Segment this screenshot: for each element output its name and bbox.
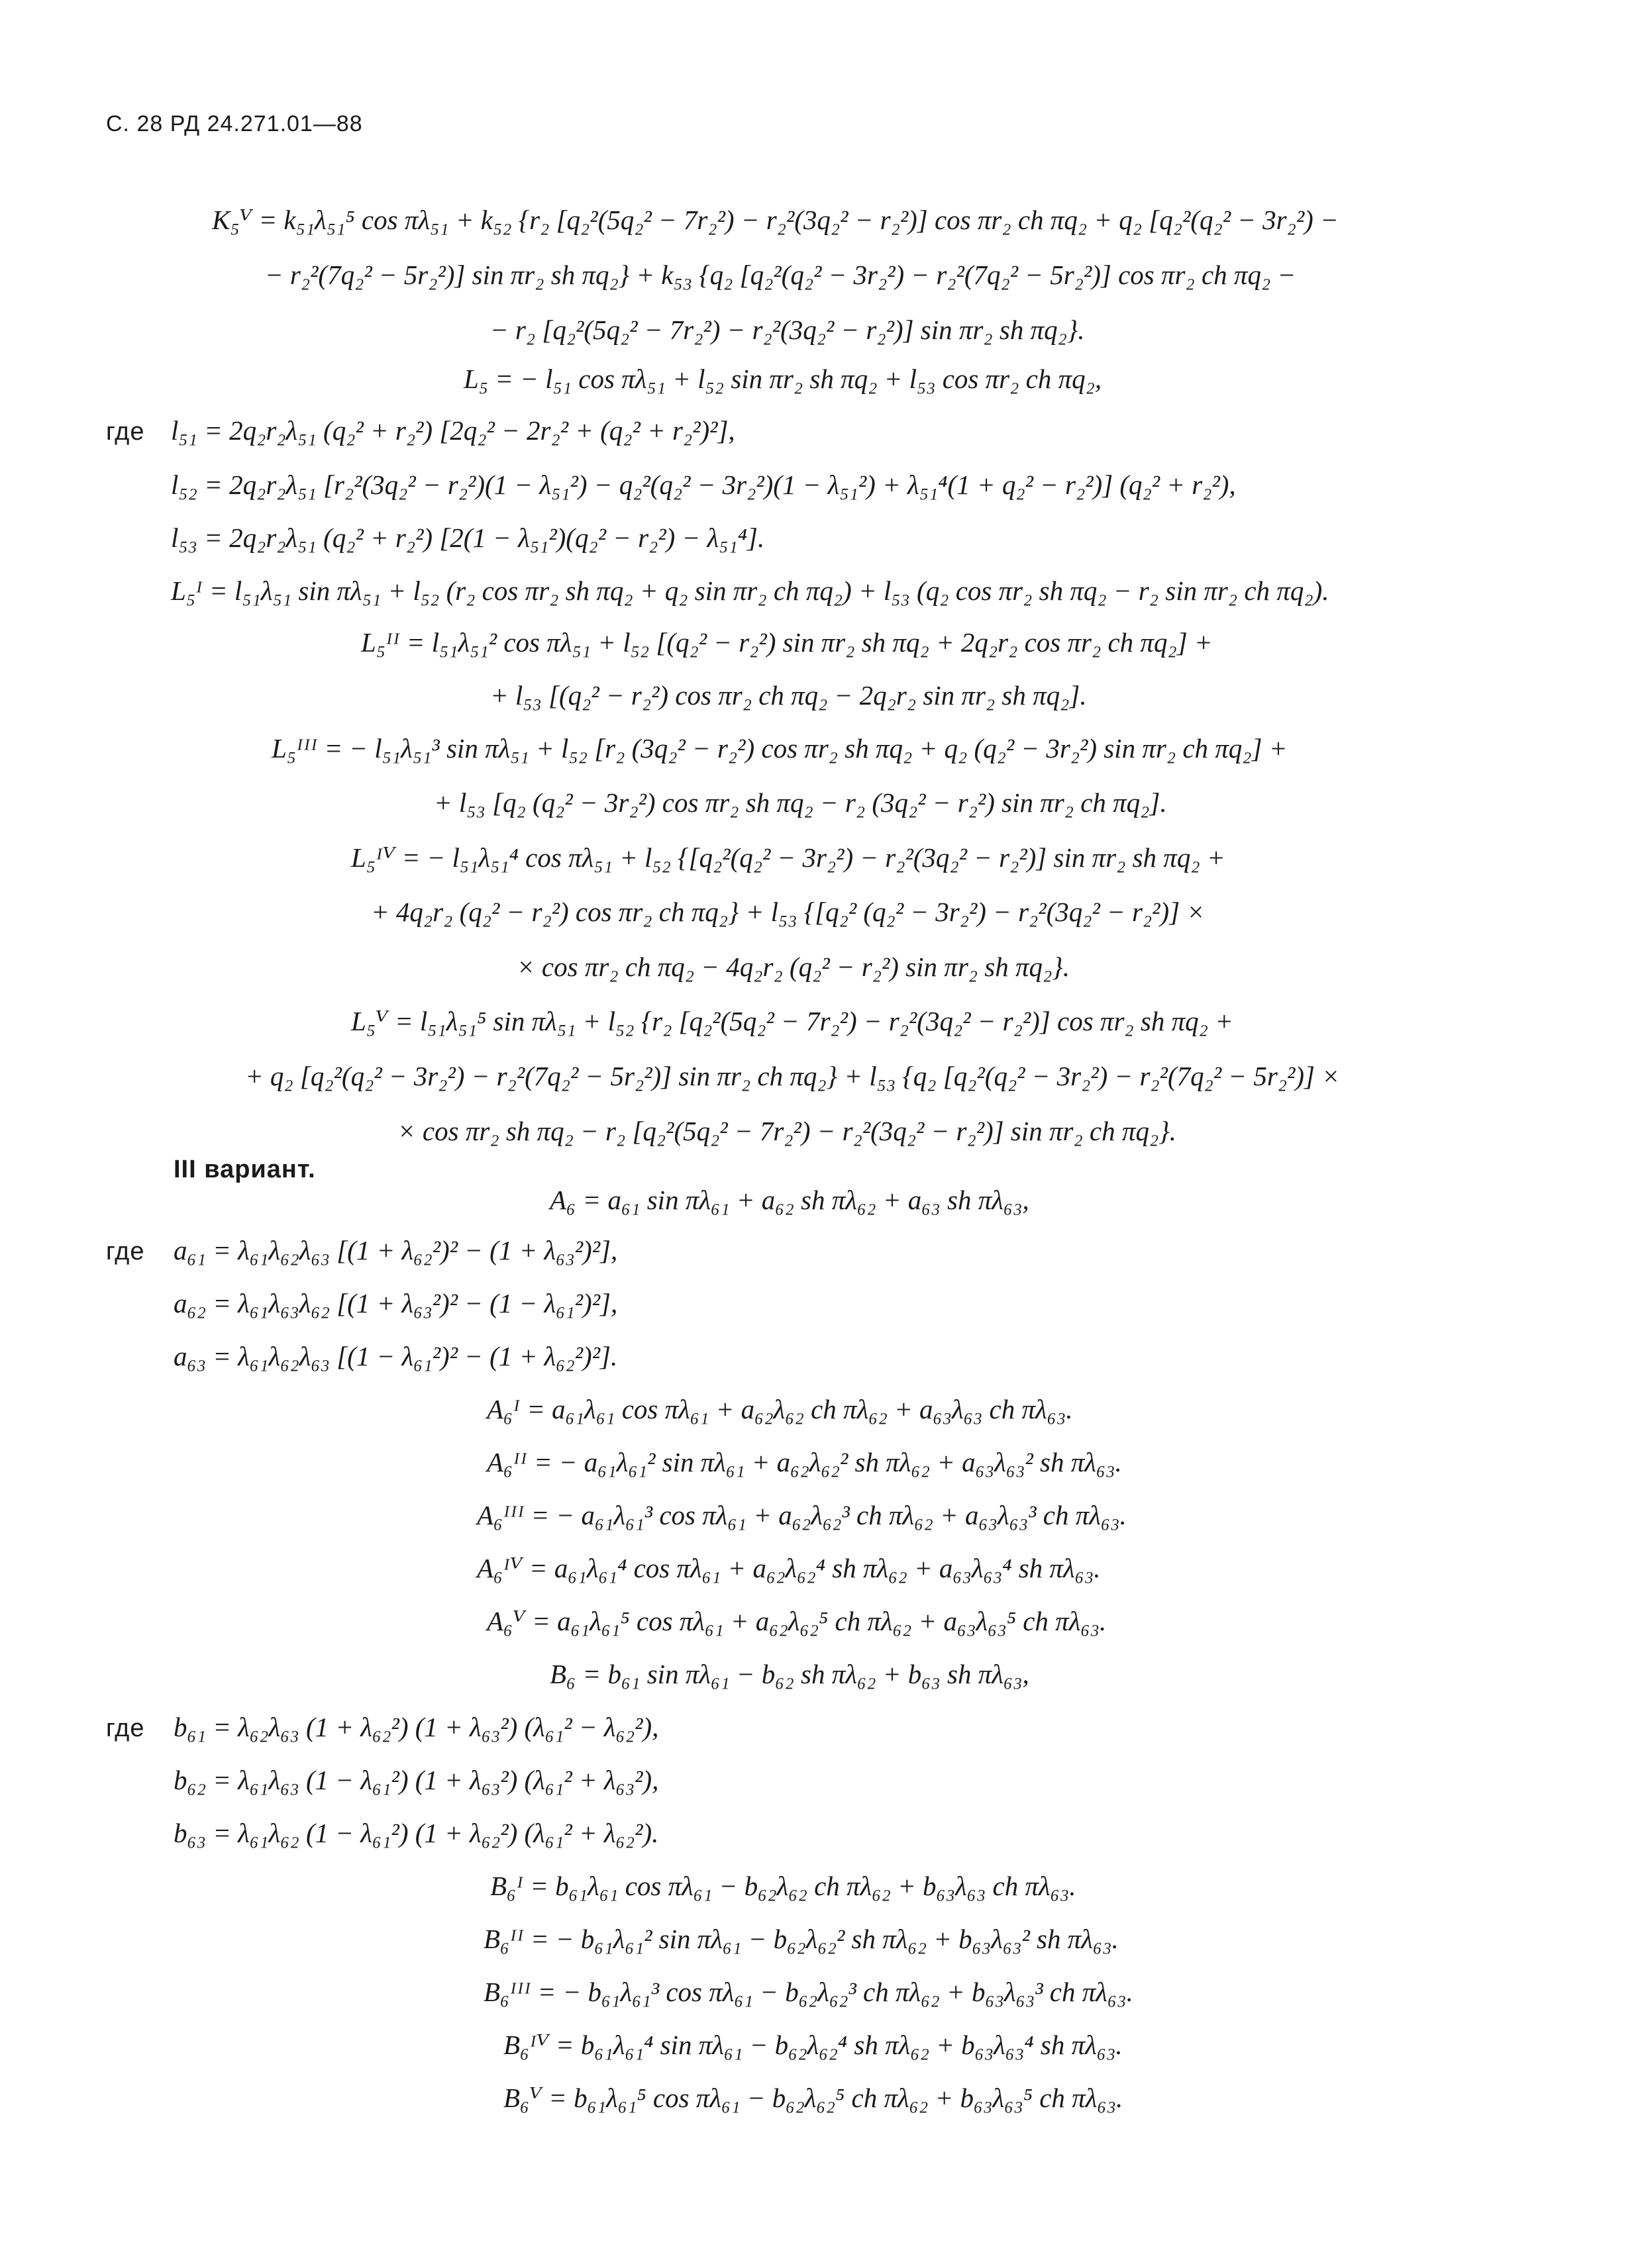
formula-a62: a₆₂ = λ₆₁λ₆₃λ₆₂ [(1 + λ₆₃²)² − (1 − λ₆₁²)²],	[174, 1288, 618, 1318]
formula-k5v-line-3: − r₂ [q₂²(5q₂² − 7r₂²) − r₂²(3q₂² − r₂²)] sin πr₂ sh πq₂}.	[490, 315, 1085, 345]
page-header: С. 28 РД 24.271.01—88	[106, 111, 363, 136]
formula-b6-i: B₆ᴵ = b₆₁λ₆₁ cos πλ₆₁ − b₆₂λ₆₂ ch πλ₆₂ + b₆₃λ₆₃ ch πλ₆₃.	[490, 1871, 1076, 1901]
formula-a6-iii: A₆ᴵᴵᴵ = − a₆₁λ₆₁³ cos πλ₆₁ + a₆₂λ₆₂³ ch πλ₆₂ + a₆₃λ₆₃³ ch πλ₆₃.	[477, 1500, 1127, 1530]
formula-l5-iv-line-2: + 4q₂r₂ (q₂² − r₂²) cos πr₂ ch πq₂} + l₅₃ {[q₂² (q₂² − 3r₂²) − r₂²(3q₂² − r₂²)] ×	[371, 897, 1205, 927]
formula-b6-iii: B₆ᴵᴵᴵ = − b₆₁λ₆₁³ cos πλ₆₁ − b₆₂λ₆₂³ ch πλ₆₂ + b₆₃λ₆₃³ ch πλ₆₃.	[484, 1977, 1133, 2007]
formula-b63: b₆₃ = λ₆₁λ₆₂ (1 − λ₆₁²) (1 + λ₆₂²) (λ₆₁² + λ₆₂²).	[174, 1818, 659, 1848]
formula-a6-v: A₆ⱽ = a₆₁λ₆₁⁵ cos πλ₆₁ + a₆₂λ₆₂⁵ ch πλ₆₂ + a₆₃λ₆₃⁵ ch πλ₆₃.	[487, 1606, 1107, 1636]
formula-l53: l₅₃ = 2q₂r₂λ₅₁ (q₂² + r₂²) [2(1 − λ₅₁²)(q₂² − r₂²) − λ₅₁⁴].	[171, 522, 765, 553]
formula-l52: l₅₂ = 2q₂r₂λ₅₁ [r₂²(3q₂² − r₂²)(1 − λ₅₁²) − q₂²(q₂² − 3r₂²)(1 − λ₅₁²) + λ₅₁⁴(1 + q₂² − r₂²)] (q₂² + r₂²),	[171, 469, 1236, 500]
formula-l5-iv-line-3: × cos πr₂ ch πq₂ − 4q₂r₂ (q₂² − r₂²) sin πr₂ sh πq₂}.	[517, 952, 1070, 982]
formula-b6-v: B₆ⱽ = b₆₁λ₆₁⁵ cos πλ₆₁ − b₆₂λ₆₂⁵ ch πλ₆₂ + b₆₃λ₆₃⁵ ch πλ₆₃.	[503, 2083, 1123, 2113]
formula-l5-iv-line-1: L₅ᴵⱽ = − l₅₁λ₅₁⁴ cos πλ₅₁ + l₅₂ {[q₂²(q₂² − 3r₂²) − r₂²(3q₂² − r₂²)] sin πr₂ sh πq₂ +	[351, 842, 1225, 873]
formula-b6: B₆ = b₆₁ sin πλ₆₁ − b₆₂ sh πλ₆₂ + b₆₃ sh πλ₆₃,	[550, 1659, 1029, 1689]
formula-k5v-line-2: − r₂²(7q₂² − 5r₂²)] sin πr₂ sh πq₂} + k₅₃ {q₂ [q₂²(q₂² − 3r₂²) − r₂²(7q₂² − 5r₂²)] cos πr₂ ch πq₂ −	[265, 260, 1296, 290]
formula-l5-ii-line-1: L₅ᴵᴵ = l₅₁λ₅₁² cos πλ₅₁ + l₅₂ [(q₂² − r₂²) sin πr₂ sh πq₂ + 2q₂r₂ cos πr₂ ch πq₂] +	[361, 627, 1213, 658]
formula-b61: b₆₁ = λ₆₂λ₆₃ (1 + λ₆₂²) (1 + λ₆₃²) (λ₆₁² − λ₆₂²),	[174, 1712, 659, 1742]
formula-a6-iv: A₆ᴵⱽ = a₆₁λ₆₁⁴ cos πλ₆₁ + a₆₂λ₆₂⁴ sh πλ₆₂ + a₆₃λ₆₃⁴ sh πλ₆₃.	[477, 1553, 1101, 1583]
formula-a6: A₆ = a₆₁ sin πλ₆₁ + a₆₂ sh πλ₆₂ + a₆₃ sh πλ₆₃,	[550, 1185, 1029, 1215]
formula-b6-ii: B₆ᴵᴵ = − b₆₁λ₆₁² sin πλ₆₁ − b₆₂λ₆₂² sh πλ₆₂ + b₆₃λ₆₃² sh πλ₆₃.	[484, 1924, 1119, 1954]
formula-l5-iii-line-2: + l₅₃ [q₂ (q₂² − 3r₂²) cos πr₂ sh πq₂ − r₂ (3q₂² − r₂²) sin πr₂ ch πq₂].	[434, 787, 1167, 818]
formula-l5-v-line-1: L₅ⱽ = l₅₁λ₅₁⁵ sin πλ₅₁ + l₅₂ {r₂ [q₂²(5q₂² − 7r₂²) − r₂²(3q₂² − r₂²)] cos πr₂ sh πq₂ +	[351, 1006, 1233, 1036]
formula-a6-ii: A₆ᴵᴵ = − a₆₁λ₆₁² sin πλ₆₁ + a₆₂λ₆₂² sh πλ₆₂ + a₆₃λ₆₃² sh πλ₆₃.	[487, 1447, 1122, 1477]
formula-b6-iv: B₆ᴵⱽ = b₆₁λ₆₁⁴ sin πλ₆₁ − b₆₂λ₆₂⁴ sh πλ₆₂ + b₆₃λ₆₃⁴ sh πλ₆₃.	[503, 2030, 1123, 2060]
where-label-b6: где	[106, 1714, 145, 1742]
formula-l5-ii-line-2: + l₅₃ [(q₂² − r₂²) cos πr₂ ch πq₂ − 2q₂r₂ sin πr₂ sh πq₂].	[490, 680, 1087, 711]
formula-l5-v-line-2: + q₂ [q₂²(q₂² − 3r₂²) − r₂²(7q₂² − 5r₂²)] sin πr₂ ch πq₂} + l₅₃ {q₂ [q₂²(q₂² − 3r₂²) − r₂²(7q₂² − 5r₂²)] ×	[245, 1061, 1340, 1091]
formula-b62: b₆₂ = λ₆₁λ₆₃ (1 − λ₆₁²) (1 + λ₆₃²) (λ₆₁² + λ₆₃²),	[174, 1765, 659, 1795]
formula-l5-iii-line-1: L₅ᴵᴵᴵ = − l₅₁λ₅₁³ sin πλ₅₁ + l₅₂ [r₂ (3q₂² − r₂²) cos πr₂ sh πq₂ + q₂ (q₂² − 3r₂²) sin πr₂ ch πq₂] +	[272, 733, 1288, 764]
formula-a61: a₆₁ = λ₆₁λ₆₂λ₆₃ [(1 + λ₆₂²)² − (1 + λ₆₃²)²],	[174, 1235, 618, 1265]
formula-l5: L₅ = − l₅₁ cos πλ₅₁ + l₅₂ sin πr₂ sh πq₂ + l₅₃ cos πr₂ ch πq₂,	[464, 364, 1102, 394]
where-label-a6: где	[106, 1238, 145, 1265]
formula-a63: a₆₃ = λ₆₁λ₆₂λ₆₃ [(1 − λ₆₁²)² − (1 + λ₆₂²)²].	[174, 1341, 618, 1371]
formula-l51: l₅₁ = 2q₂r₂λ₅₁ (q₂² + r₂²) [2q₂² − 2r₂² + (q₂² + r₂²)²],	[171, 415, 735, 446]
formula-l5-i: L₅ᴵ = l₅₁λ₅₁ sin πλ₅₁ + l₅₂ (r₂ cos πr₂ sh πq₂ + q₂ sin πr₂ ch πq₂) + l₅₃ (q₂ cos πr₂ sh πq₂ − r₂ sin πr₂ ch πq₂).	[171, 575, 1329, 606]
formula-k5v-line-1: K₅ⱽ = k₅₁λ₅₁⁵ cos πλ₅₁ + k₅₂ {r₂ [q₂²(5q₂² − 7r₂²) − r₂²(3q₂² − r₂²)] cos πr₂ ch πq₂ + q₂ [q₂²(q₂² − 3r₂²) −	[212, 205, 1339, 235]
where-label-l5: где	[106, 418, 145, 446]
section-title: III вариант.	[174, 1156, 316, 1183]
formula-l5-v-line-3: × cos πr₂ sh πq₂ − r₂ [q₂²(5q₂² − 7r₂²) − r₂²(3q₂² − r₂²)] sin πr₂ ch πq₂}.	[397, 1116, 1176, 1146]
formula-a6-i: A₆ᴵ = a₆₁λ₆₁ cos πλ₆₁ + a₆₂λ₆₂ ch πλ₆₂ + a₆₃λ₆₃ ch πλ₆₃.	[487, 1394, 1073, 1424]
